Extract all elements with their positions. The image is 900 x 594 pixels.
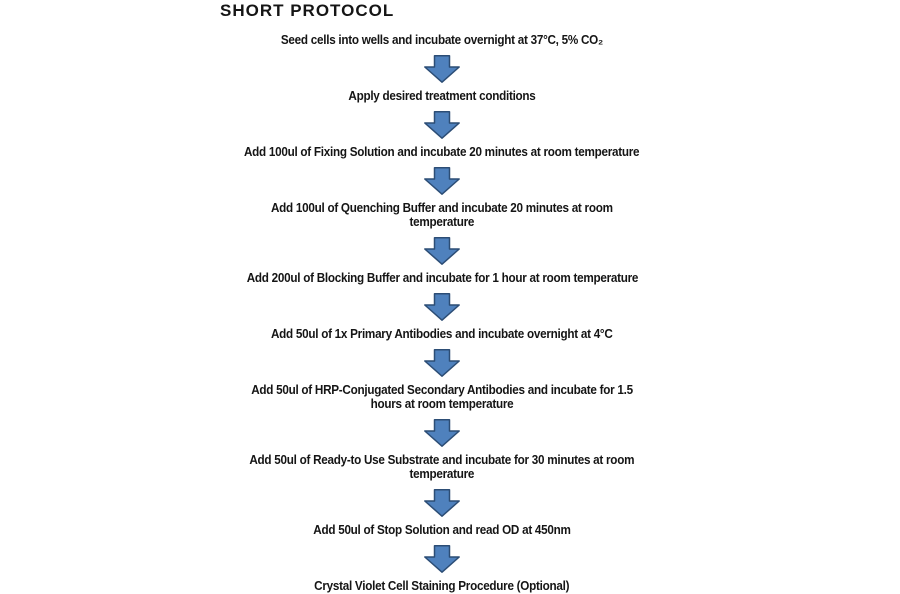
protocol-step <box>244 145 639 159</box>
down-arrow-icon <box>424 349 460 377</box>
page-title: SHORT PROTOCOL <box>220 1 395 20</box>
down-arrow-icon <box>424 167 460 195</box>
down-arrow-icon <box>424 545 460 573</box>
step-line: Crystal Violet Cell Staining Procedure (Optional) <box>314 578 570 593</box>
step-line: Add 50ul of 1x Primary Antibodies and incubate overnight at 4°C <box>271 326 613 341</box>
step-line: Add 50ul of HRP-Conjugated Secondary Antibodies and incubate for 1.5 <box>251 382 633 397</box>
down-arrow-icon <box>424 111 460 139</box>
protocol-step <box>313 523 570 537</box>
protocol-step <box>251 383 633 411</box>
step-line: temperature <box>409 466 475 481</box>
step-line: Add 100ul of Fixing Solution and incubate 20 minutes at room temperature <box>244 144 640 159</box>
down-arrow-icon <box>424 489 460 517</box>
step-line: hours at room temperature <box>370 396 514 411</box>
protocol-step <box>348 89 535 103</box>
down-arrow-icon <box>424 55 460 83</box>
step-line: Apply desired treatment conditions <box>348 88 536 103</box>
down-arrow-icon <box>424 293 460 321</box>
protocol-step <box>246 271 637 285</box>
step-line: Seed cells into wells and incubate overnight at 37°C, 5% CO₂ <box>280 32 604 47</box>
down-arrow-icon <box>424 237 460 265</box>
step-line: temperature <box>409 214 475 229</box>
protocol-step <box>271 327 613 341</box>
protocol-step <box>281 33 603 47</box>
step-line: Add 50ul of Ready-to Use Substrate and incubate for 30 minutes at room <box>249 452 635 467</box>
protocol-step <box>314 579 569 593</box>
protocol-step <box>271 201 613 229</box>
down-arrow-icon <box>424 419 460 447</box>
protocol-flow <box>0 33 884 593</box>
protocol-step <box>250 453 635 481</box>
step-line: Add 100ul of Quenching Buffer and incubate 20 minutes at room <box>271 200 613 215</box>
step-line: Add 200ul of Blocking Buffer and incubate for 1 hour at room temperature <box>246 270 638 285</box>
step-line: Add 50ul of Stop Solution and read OD at 450nm <box>313 522 571 537</box>
